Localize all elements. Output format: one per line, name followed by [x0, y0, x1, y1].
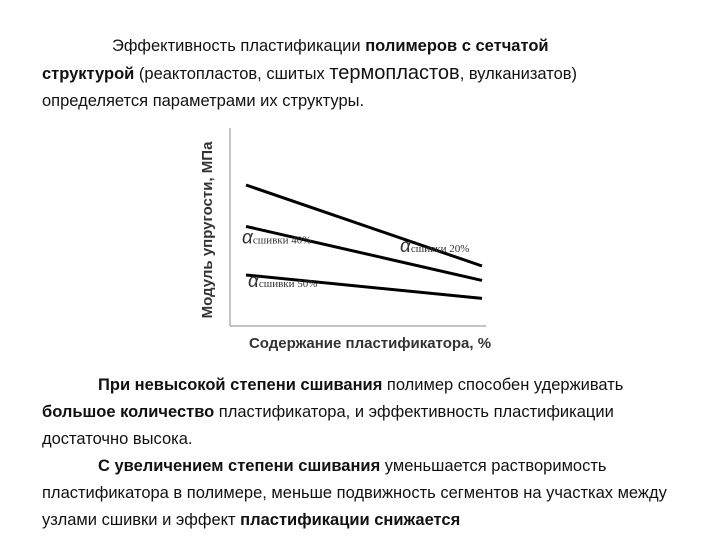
intro-paragraph [42, 33, 692, 115]
series-name: сшивки 50% [258, 278, 318, 291]
series-name: сшивки 40% [252, 234, 312, 247]
body-bold-2: большое количество [42, 403, 215, 421]
series-name: сшивки 20% [410, 242, 470, 255]
intro-bold-2: структурой [42, 65, 135, 83]
intro-text-1: Эффективность пластификации [112, 37, 366, 55]
body-bold-1: При невысокой степени сшивания [98, 376, 383, 394]
body-text-1: полимер способен удерживать [382, 376, 624, 394]
intro-text-2: (реактопластов, сшитых [134, 65, 330, 83]
series-label-1 [400, 236, 469, 257]
body-paragraph [42, 372, 692, 534]
y-axis-label: Модуль упругости, МПа [199, 141, 216, 319]
modulus-chart [190, 120, 510, 356]
intro-bold-1: полимеров с сетчатой [365, 37, 549, 55]
series-label-3 [248, 271, 317, 292]
body-text-3: уменьшается растворимость пластификатора в полимере, меньше подвижность сегментов на участках между узлами сшивки и эффект [42, 457, 667, 529]
body-bold-3: С увеличением степени сшивания [98, 457, 381, 475]
x-axis-label: Содержание пластификатора, % [248, 335, 492, 352]
alpha-symbol: α [242, 227, 253, 249]
intro-text-4: определяется параметрами их структуры. [42, 92, 365, 110]
body-bold-4: пластификации снижается [240, 511, 461, 529]
alpha-symbol: α [248, 271, 259, 293]
series-label-2 [242, 227, 311, 248]
body-text-2: пластификатора, и эффективность пластификации достаточно высока. [42, 403, 614, 448]
alpha-symbol: α [400, 235, 411, 257]
intro-text-3: , вулканизатов) [459, 65, 578, 83]
intro-big-word: термопластов [329, 62, 460, 84]
